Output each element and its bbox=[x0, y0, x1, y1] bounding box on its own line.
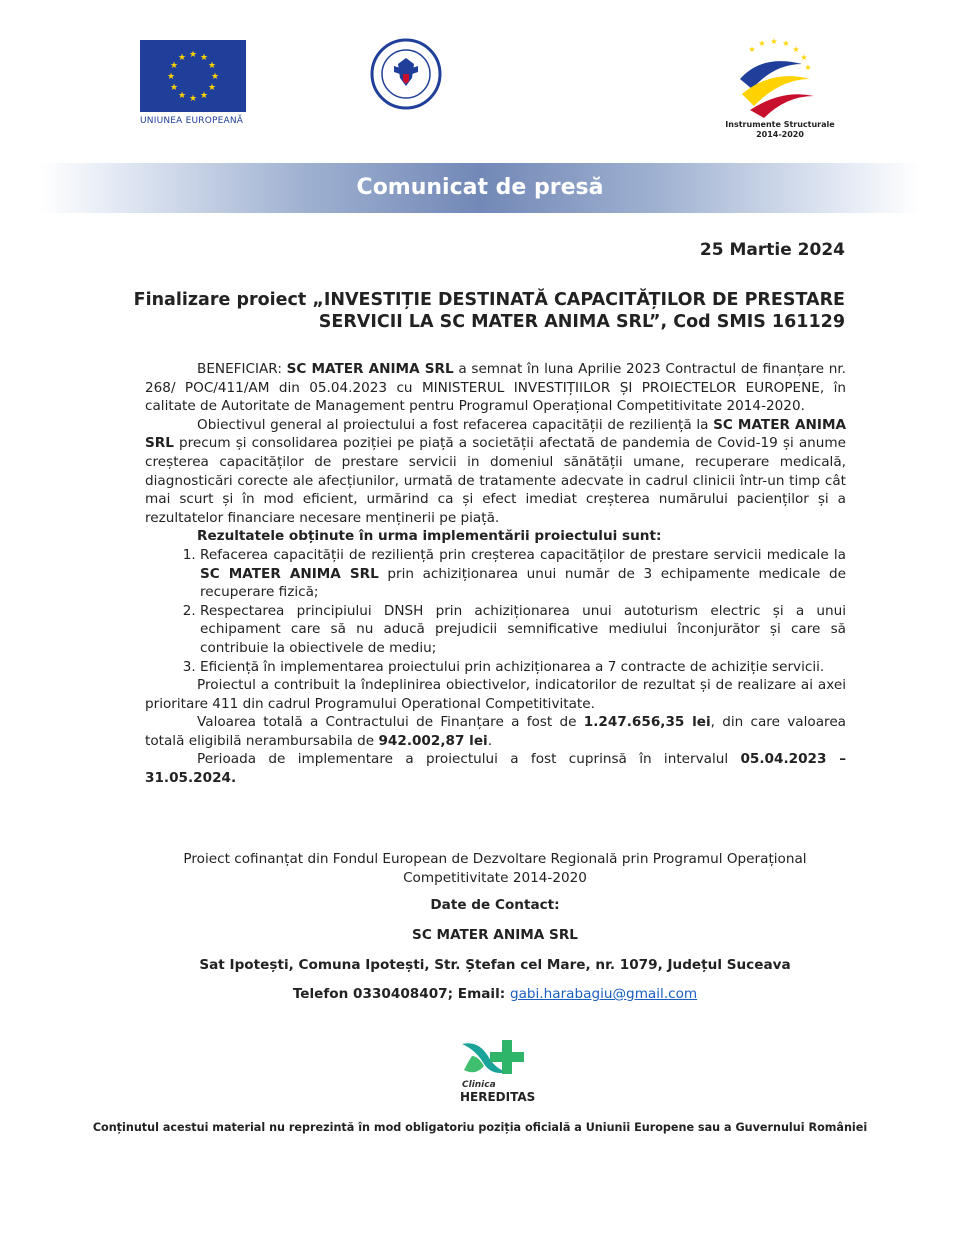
footer-disclaimer: Conținutul acestui material nu reprezintă în mod obligatoriu poziția oficială a Uniunii Europene sau a Guvernului României bbox=[92, 1121, 868, 1134]
svg-text:★: ★ bbox=[177, 53, 187, 63]
value-text-a: Valoarea totală a Contractului de Finanțare a fost de bbox=[197, 714, 584, 731]
document-body bbox=[145, 360, 846, 788]
cofinanced-note bbox=[120, 850, 870, 887]
objective-company: SC MATER ANIMA SRL bbox=[145, 416, 846, 452]
contact-address: Sat Ipotești, Comuna Ipotești, Str. Ștefan cel Mare, nr. 1079, Județul Suceava bbox=[199, 957, 791, 973]
banner-title: Comunicat de presă bbox=[356, 175, 604, 200]
document-title bbox=[120, 289, 845, 333]
item1-text-a: Refacerea capacității de reziliență prin creșterea capacităților de prestare servicii medicale la bbox=[200, 546, 846, 563]
paragraph-contribution: Proiectul a contribuit la îndeplinirea obiectivelor, indicatorilor de rezultat și de realizare ai axei prioritare 411 din cadrul Programului Operational Competitivitate. bbox=[145, 677, 846, 712]
period-text: Perioada de implementare a proiectului a fost cuprinsă în intervalul bbox=[197, 751, 741, 768]
hereditas-text-clinica: Clinica bbox=[462, 1080, 496, 1090]
paragraph-objective bbox=[145, 416, 846, 528]
svg-text:★: ★ bbox=[166, 72, 176, 82]
item1-text-b: prin achiziționarea unui număr de 3 echipamente medicale de recuperare fizică; bbox=[200, 565, 846, 601]
government-seal-logo bbox=[370, 38, 442, 110]
beneficiary-text: a semnat în luna Aprilie 2023 Contractul de finanțare nr. 268/ POC/411/AM din 05.04.2023 cu MINISTERUL INVESTIȚIILOR ȘI PROIECTELOR EUROPENE, în calitate de Autoritate de Management pentru Programul Operațional Competitivitate 2014-2020. bbox=[145, 361, 846, 415]
svg-text:★: ★ bbox=[748, 45, 756, 54]
paragraph-period bbox=[145, 750, 846, 787]
results-heading: Rezultatele obținute în urma implementării proiectului sunt: bbox=[197, 528, 662, 545]
cofinanced-line-2: Competitivitate 2014-2020 bbox=[403, 869, 587, 886]
swoosh-icon bbox=[722, 34, 832, 124]
svg-text:★: ★ bbox=[210, 72, 220, 82]
svg-text:★: ★ bbox=[177, 91, 187, 101]
svg-text:★: ★ bbox=[782, 39, 790, 48]
value-text-b: , din care valoarea totală eligibilă nerambursabila de bbox=[145, 714, 847, 749]
svg-text:★: ★ bbox=[804, 63, 812, 72]
svg-text:★: ★ bbox=[169, 83, 179, 93]
eu-caption: UNIUNEA EUROPEANĂ bbox=[140, 116, 244, 126]
list-item: 2. Respectarea principiului DNSH prin achiziționarea unui autoturism electric și a unui echipament care să nu aducă prejudicii semnificative mediului înconjurător și care să contribuie la obiectivele de mediu; bbox=[200, 602, 846, 658]
is-caption-line1: Instrumente Structurale bbox=[725, 120, 835, 129]
list-item: 3. Eficiență în implementarea proiectului prin achiziționarea a 7 contracte de achiziție servicii. bbox=[200, 658, 846, 677]
email-link[interactable]: gabi.harabagiu@gmail.com bbox=[509, 986, 698, 1002]
objective-text-b: precum și consolidarea poziției pe piață a societății afectată de pandemia de Covid-19 și anume creșterea capacităților de prestare servicii in domeniul sănătății umane, recuperare medicală, diagnosticări corecte ale afecțiunilor, urmată de tratamente adecvate in cadrul clinicii într-un timp cât mai scurt și în mod eficient, urmărind ca și efect imediat creșterea numărului pacienților și a rezultatelor financiare necesare menținerii pe piață. bbox=[145, 435, 846, 526]
beneficiary-name: SC MATER ANIMA SRL bbox=[286, 361, 454, 377]
period-dates: 05.04.2023 – 31.05.2024. bbox=[145, 751, 846, 787]
svg-text:★: ★ bbox=[169, 61, 179, 71]
beneficiary-label: BENEFICIAR: bbox=[197, 361, 287, 377]
contact-heading: Date de Contact: bbox=[430, 897, 560, 913]
contact-company: SC MATER ANIMA SRL bbox=[412, 927, 578, 943]
value-text-end: . bbox=[487, 732, 493, 749]
instrumente-structurale-logo bbox=[722, 34, 832, 124]
hereditas-icon bbox=[448, 1036, 538, 1086]
svg-text:★: ★ bbox=[188, 94, 198, 104]
eu-flag-logo bbox=[140, 40, 246, 112]
svg-text:★: ★ bbox=[199, 91, 209, 101]
paragraph-value bbox=[145, 713, 846, 750]
eu-stars-icon bbox=[140, 40, 246, 112]
item1-company: SC MATER ANIMA SRL bbox=[200, 565, 379, 582]
total-value: 1.247.656,35 lei bbox=[583, 714, 711, 731]
svg-text:★: ★ bbox=[188, 50, 198, 60]
cofinanced-line-1: Proiect cofinanțat din Fondul European de Dezvoltare Regională prin Programul Operațional bbox=[183, 851, 807, 867]
contact-phone: Telefon 0330408407; Email: bbox=[292, 986, 510, 1002]
svg-text:★: ★ bbox=[207, 61, 217, 71]
instrumente-structurale-caption bbox=[700, 120, 860, 140]
release-date: 25 Martie 2024 bbox=[699, 240, 845, 260]
objective-text-a: Obiectivul general al proiectului a fost refacerea capacității de reziliență la bbox=[197, 416, 714, 433]
hereditas-text-name: HEREDITAS bbox=[460, 1090, 536, 1104]
svg-text:★: ★ bbox=[792, 45, 800, 54]
svg-text:★: ★ bbox=[199, 53, 209, 63]
svg-text:★: ★ bbox=[800, 53, 808, 62]
seal-icon bbox=[370, 38, 442, 110]
eligible-value: 942.002,87 lei bbox=[378, 732, 488, 749]
title-line-1: Finalizare proiect „INVESTIȚIE DESTINATĂ CAPACITĂȚILOR DE PRESTARE bbox=[133, 290, 845, 310]
contact-phone-email bbox=[120, 985, 870, 1004]
svg-text:★: ★ bbox=[207, 83, 217, 93]
title-line-2: SERVICII LA SC MATER ANIMA SRL”, Cod SMIS 161129 bbox=[318, 312, 845, 332]
svg-text:★: ★ bbox=[758, 39, 766, 48]
results-list bbox=[145, 546, 846, 676]
list-item bbox=[200, 546, 846, 602]
svg-text:★: ★ bbox=[770, 37, 778, 46]
paragraph-beneficiary bbox=[145, 360, 846, 416]
is-caption-line2: 2014-2020 bbox=[756, 130, 804, 139]
